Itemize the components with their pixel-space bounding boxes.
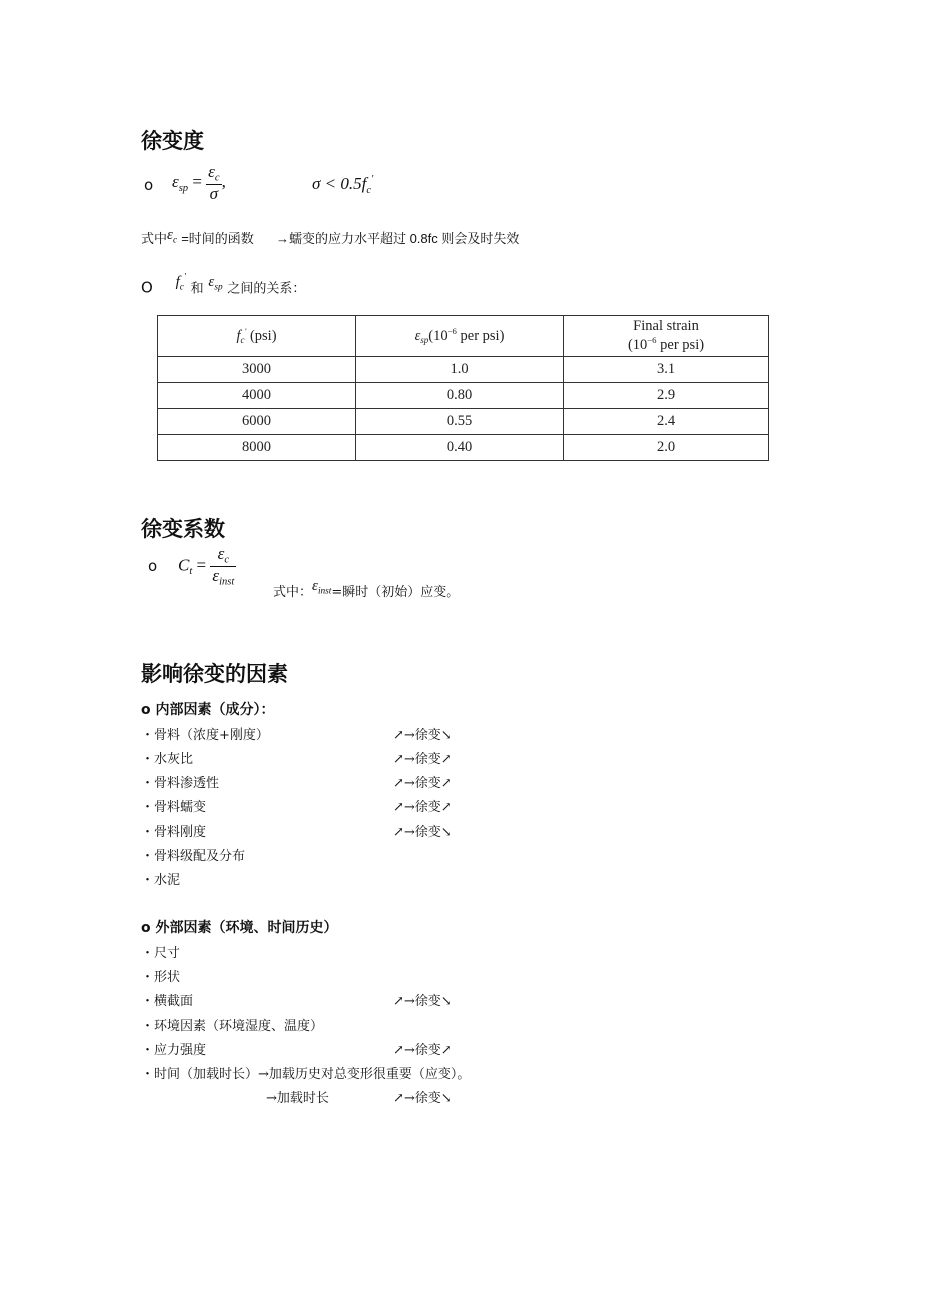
creep-degree-note: 式中$\varepsilon_c$ =时间的函数 →蠕变的应力水平超过 0.8fc 则会及时失效 (141, 227, 520, 247)
list-item-effect: ↗→徐变↘ (393, 825, 452, 840)
table-cell: 6000 (158, 409, 356, 435)
relation-line: O $f_c'$ 和 $\varepsilon_{sp}$ 之间的关系： (141, 272, 306, 297)
table-cell: 2.4 (564, 409, 769, 435)
list-item: ・形状 (141, 970, 181, 985)
bullet: o (148, 557, 158, 575)
list-item: ・骨料刚度 (141, 825, 207, 840)
stress-condition: $\sigma < 0.5f_c'$ (312, 174, 374, 196)
list-item-effect: ↗→徐变↗ (393, 1043, 452, 1058)
table-row (158, 409, 769, 435)
table-row (158, 435, 769, 461)
list-item: →加载时长 (266, 1091, 329, 1106)
section-title-creep-coefficient: 徐变系数 (141, 517, 225, 541)
table-cell: 0.55 (356, 409, 564, 435)
creep-coefficient-note: 式中：$\varepsilon_{inst}=$瞬时（初始）应变。 (273, 578, 460, 600)
list-item: ・环境因素（环境湿度、温度） (141, 1019, 324, 1034)
table-cell: 3.1 (564, 357, 769, 383)
bullet: o (144, 176, 154, 194)
table-cell: 2.9 (564, 383, 769, 409)
table-cell: 3000 (158, 357, 356, 383)
list-item-effect: ↗→徐变↗ (393, 800, 452, 815)
table-row (158, 357, 769, 383)
table-header-esp: $\varepsilon_{sp}(10^{-6}$ per psi) (356, 316, 564, 357)
section-title-creep-degree: 徐变度 (141, 129, 204, 153)
creep-degree-formula: $\varepsilon_{sp}$ = $\frac{\varepsilon_c}{\sigma}$ , (172, 162, 226, 203)
list-item: ・水泥 (141, 873, 181, 888)
list-item-effect: ↗→徐变↘ (393, 728, 452, 743)
table-cell: 8000 (158, 435, 356, 461)
list-item: ・横截面 (141, 994, 194, 1009)
external-factors-heading: o 外部因素（环境、时间历史） (141, 920, 338, 936)
table-cell: 4000 (158, 383, 356, 409)
list-item-effect: ↗→徐变↘ (393, 1091, 452, 1106)
table-cell: 1.0 (356, 357, 564, 383)
table-row (158, 383, 769, 409)
creep-data-table (157, 315, 769, 461)
list-item-effect: ↗→徐变↘ (393, 994, 452, 1009)
table-cell: 2.0 (564, 435, 769, 461)
list-item: ・时间（加载时长）→加载历史对总变形很重要（应变）。 (141, 1067, 471, 1082)
list-item: ・骨料级配及分布 (141, 849, 246, 864)
table-header-final-strain: Final strain ($10^{-6}$ per psi) (564, 316, 769, 357)
list-item: ・尺寸 (141, 946, 181, 961)
list-item-effect: ↗→徐变↗ (393, 752, 452, 767)
internal-factors-heading: o 内部因素（成分）： (141, 702, 275, 718)
creep-coefficient-formula: $C_t$ = $\frac{\varepsilon_c}{\varepsilon_{inst}}$ (178, 544, 235, 588)
table-cell: 0.80 (356, 383, 564, 409)
table-header-row (158, 316, 769, 357)
list-item-effect: ↗→徐变↗ (393, 776, 452, 791)
table-cell: 0.40 (356, 435, 564, 461)
section-title-creep-factors: 影响徐变的因素 (141, 662, 288, 686)
list-item: ・水灰比 (141, 752, 194, 767)
list-item: ・应力强度 (141, 1043, 207, 1058)
list-item: ・骨料渗透性 (141, 776, 220, 791)
list-item: ・骨料蠕变 (141, 800, 207, 815)
table-header-fc: $f_c'$ (psi) (158, 316, 356, 357)
list-item: ・骨料（浓度+刚度） (141, 728, 269, 743)
